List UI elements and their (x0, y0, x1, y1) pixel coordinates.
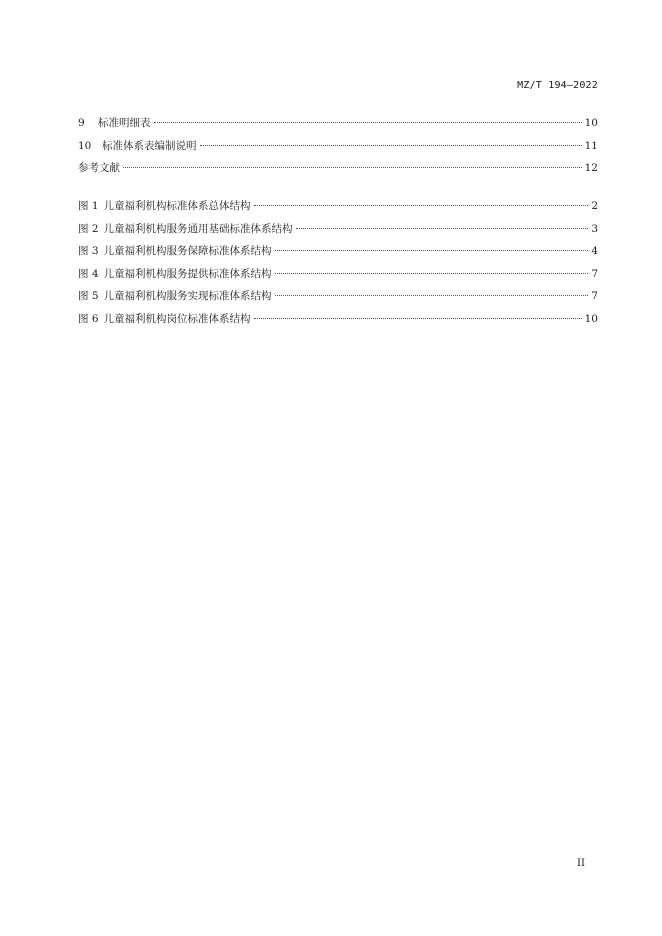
toc-leader-dots (254, 318, 582, 319)
figure-page: 7 (591, 290, 598, 303)
figure-page: 4 (591, 245, 598, 258)
toc-entry-page: 12 (584, 162, 598, 175)
toc-leader-dots (296, 228, 589, 229)
figure-title: 儿童福利机构服务提供标准体系结构 (103, 267, 272, 280)
figure-number: 图 4 (78, 267, 99, 280)
toc-entry-title: 标准体系表编制说明 (102, 139, 197, 152)
toc-figure-entry[interactable] (78, 285, 598, 308)
toc-figure-entry[interactable] (78, 263, 598, 286)
toc-entry[interactable] (78, 135, 598, 158)
figure-number: 图 2 (78, 222, 99, 235)
document-code: MZ/T 194—2022 (517, 80, 598, 91)
toc-entry-page: 10 (584, 117, 598, 129)
toc-figure-entry[interactable] (78, 240, 598, 263)
toc-entry-number: 9 (78, 117, 85, 129)
figure-page: 7 (591, 267, 598, 280)
figure-page: 2 (591, 200, 598, 212)
figure-number: 图 5 (78, 290, 99, 303)
toc-leader-dots (254, 205, 589, 206)
figure-title: 儿童福利机构服务通用基础标准体系结构 (103, 222, 293, 235)
toc-sections (78, 112, 598, 180)
toc-entry-page: 11 (584, 139, 598, 152)
figure-page: 10 (584, 312, 598, 325)
toc-entry-title: 标准明细表 (98, 117, 151, 129)
figure-page: 3 (591, 222, 598, 235)
toc-leader-dots (200, 145, 582, 146)
toc-entry[interactable] (78, 157, 598, 180)
toc-leader-dots (154, 122, 582, 123)
toc-figure-entry[interactable] (78, 308, 598, 331)
figure-title: 儿童福利机构标准体系总体结构 (103, 200, 251, 212)
figure-title: 儿童福利机构服务实现标准体系结构 (103, 290, 272, 303)
toc-figure-entry[interactable] (78, 195, 598, 218)
toc-leader-dots (275, 250, 589, 251)
figure-number: 图 3 (78, 245, 99, 258)
figure-title: 儿童福利机构服务保障标准体系结构 (103, 245, 272, 258)
page-number: II (577, 858, 585, 869)
toc-figure-entry[interactable] (78, 218, 598, 241)
figure-title: 儿童福利机构岗位标准体系结构 (103, 312, 251, 325)
toc-entry-title: 参考文献 (78, 162, 120, 175)
figure-number: 图 6 (78, 312, 99, 325)
toc-leader-dots (275, 295, 589, 296)
toc-entry-number: 10 (78, 139, 92, 152)
toc-entry[interactable] (78, 112, 598, 135)
toc-leader-dots (275, 273, 589, 274)
figure-number: 图 1 (78, 200, 99, 212)
toc-figures (78, 195, 598, 331)
toc-leader-dots (123, 167, 582, 168)
